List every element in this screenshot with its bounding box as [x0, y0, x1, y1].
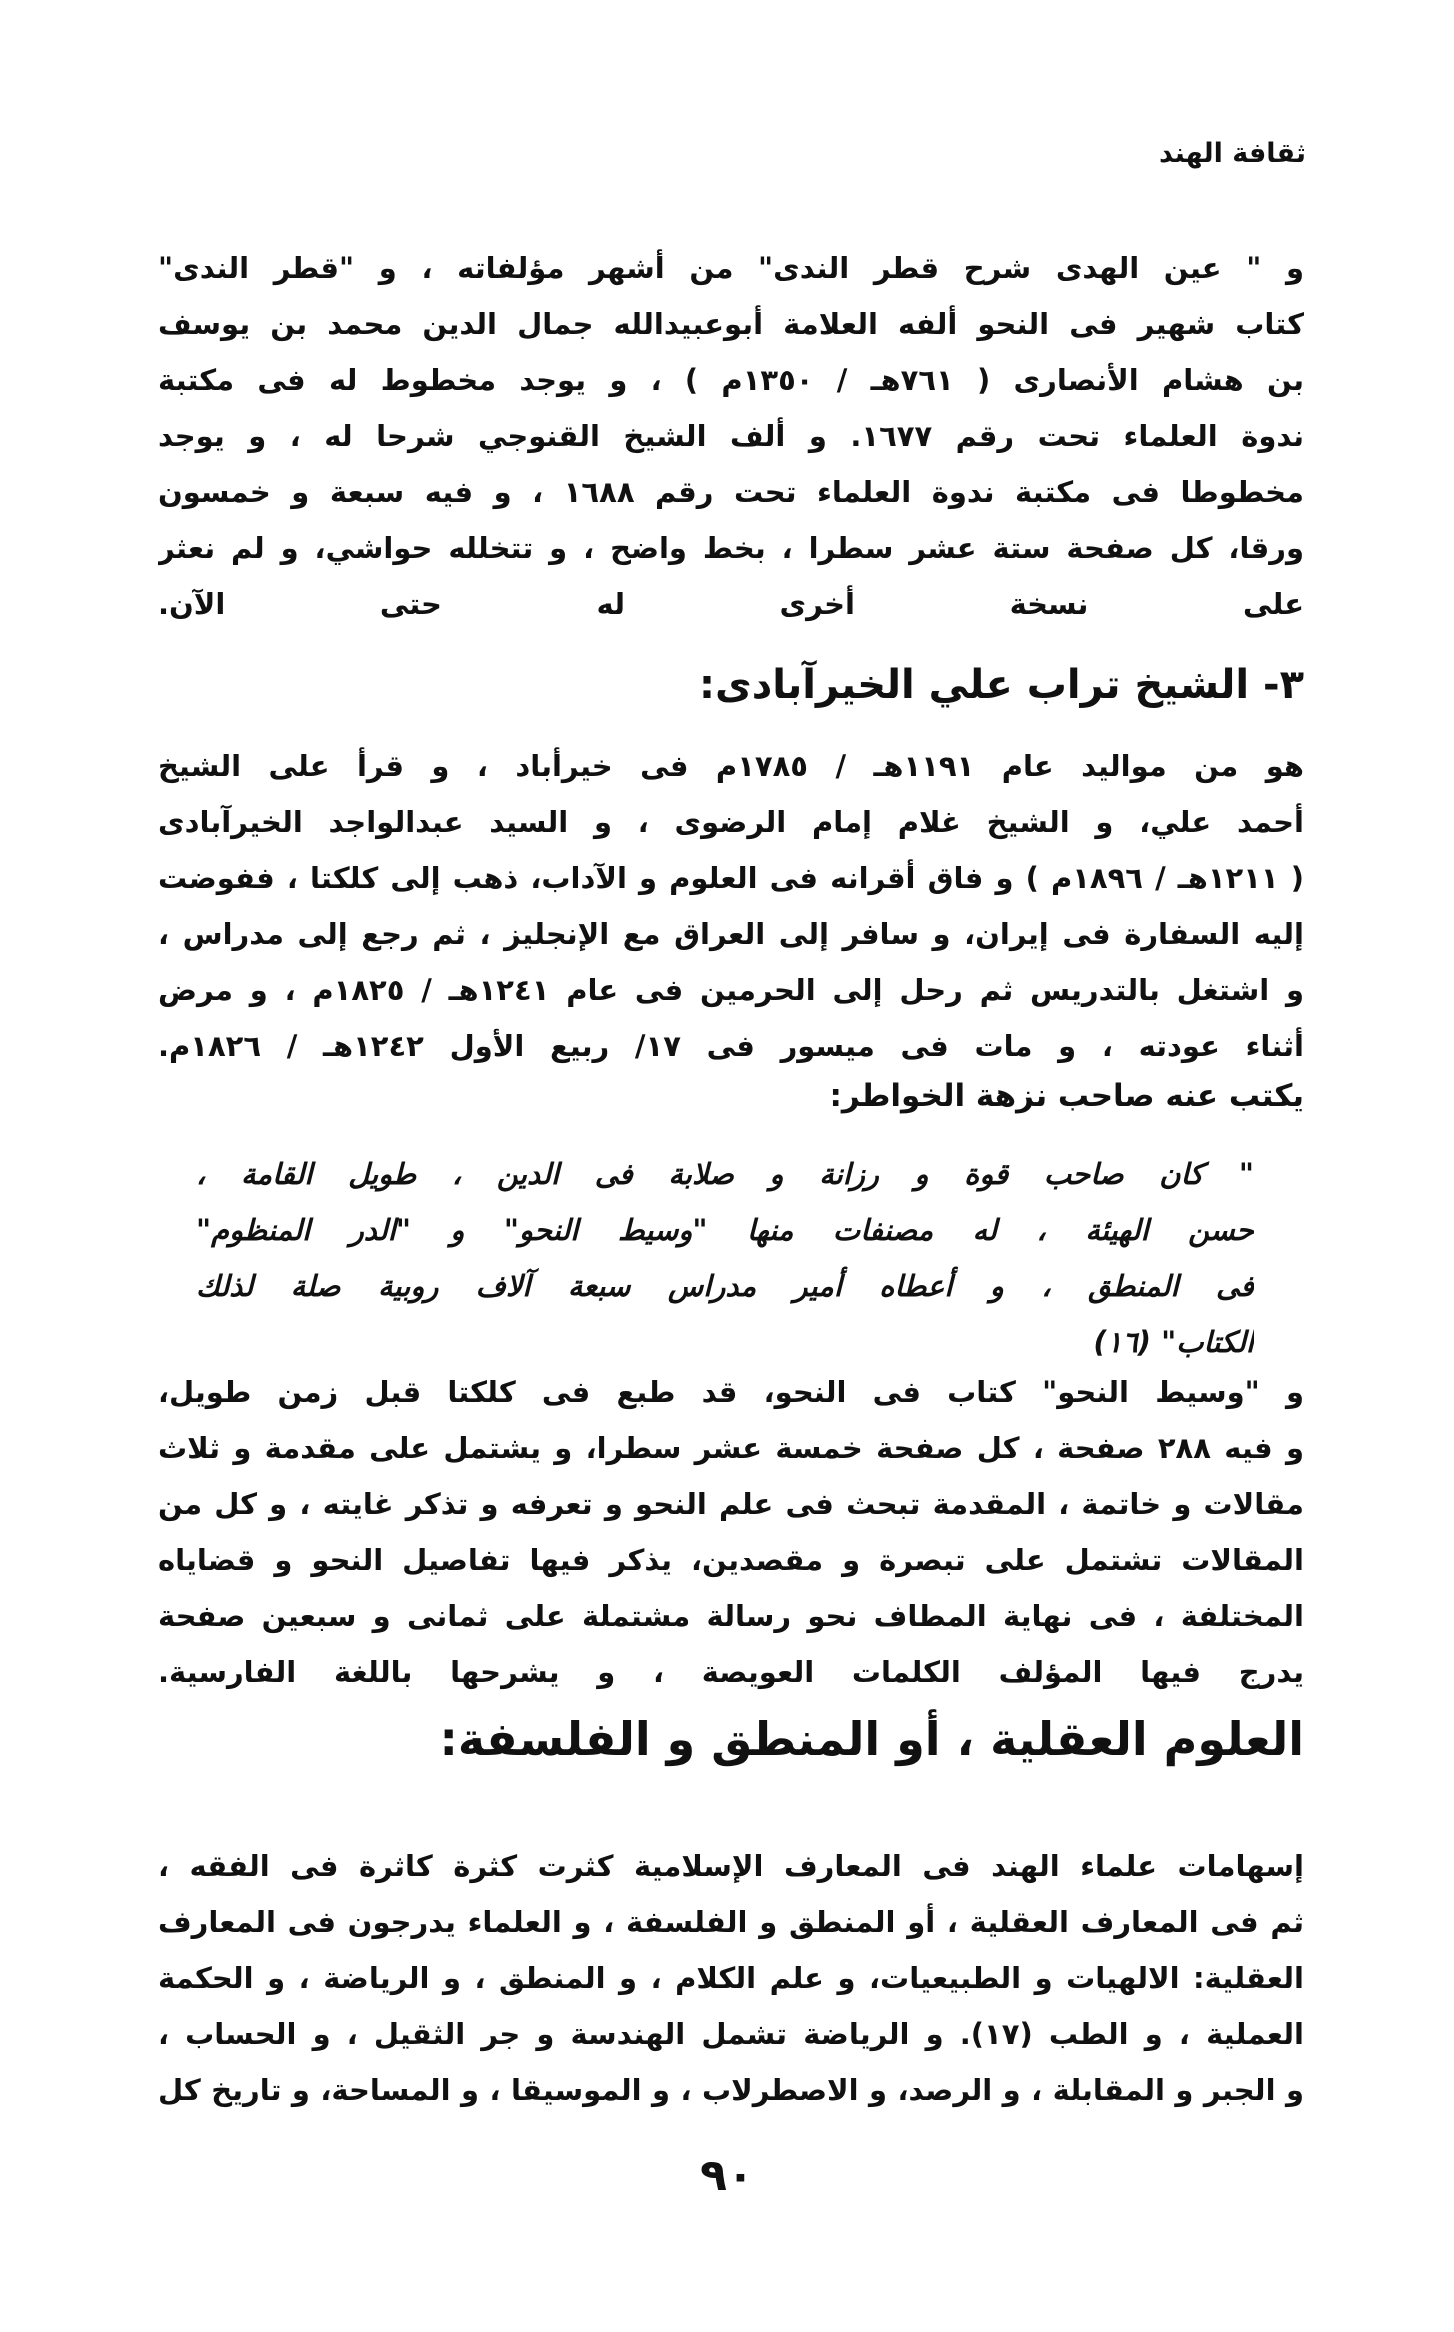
text-line: أثناء عودته ، و مات فى ميسور فى ١٧/ ربيع الأول ١٢٤٢هـ / ١٨٢٦م.: [158, 1029, 1304, 1063]
paragraph-4: [158, 1838, 1304, 2118]
text-line: يدرج فيها المؤلف الكلمات العويصة ، و يشرحها باللغة الفارسية.: [158, 1655, 1304, 1689]
quote-intro: يكتب عنه صاحب نزهة الخواطر:: [829, 1078, 1304, 1114]
text-line: هو من مواليد عام ١١٩١هـ / ١٧٨٥م فى خيرأباد ، و قرأ على الشيخ: [158, 749, 1304, 783]
quote-line: حسن الهيئة ، له مصنفات منها "وسيط النحو" و "الدر المنظوم": [196, 1213, 1254, 1247]
text-line: ( ١٢١١هـ / ١٨٩٦م ) و فاق أقرانه فى العلوم و الآداب، ذهب إلى كلكتا ، ففوضت: [158, 861, 1304, 895]
text-line: ندوة العلماء تحت رقم ١٦٧٧. و ألف الشيخ القنوجي شرحا له ، و يوجد: [158, 419, 1304, 453]
text-line: و " عين الهدى شرح قطر الندى" من أشهر مؤلفاته ، و "قطر الندى": [158, 251, 1304, 285]
paragraph-2: [158, 738, 1304, 1074]
text-line: مقالات و خاتمة ، المقدمة تبحث فى علم النحو و تعرفه و تذكر غايته ، و كل من: [158, 1487, 1304, 1521]
running-head: ثقافة الهند: [1159, 138, 1306, 169]
text-line: بن هشام الأنصارى ( ٧٦١هـ / ١٣٥٠م ) ، و يوجد مخطوط له فى مكتبة: [158, 363, 1304, 397]
text-line: العقلية: الالهيات و الطبيعيات، و علم الكلام ، و المنطق ، و الرياضة ، و الحكمة: [158, 1961, 1304, 1995]
text-line: و الجبر و المقابلة ، و الرصد، و الاصطرلاب ، و الموسيقا ، و المساحة، و تاريخ كل: [158, 2073, 1304, 2107]
text-line: مخطوطا فى مكتبة ندوة العلماء تحت رقم ١٦٨٨ ، و فيه سبعة و خمسون: [158, 475, 1304, 509]
section-heading: العلوم العقلية ، أو المنطق و الفلسفة:: [439, 1712, 1304, 1766]
paragraph-3: [158, 1364, 1304, 1700]
text-line: و "وسيط النحو" كتاب فى النحو، قد طبع فى كلكتا قبل زمن طويل،: [158, 1375, 1304, 1409]
block-quote: [196, 1146, 1254, 1370]
text-line: إسهامات علماء الهند فى المعارف الإسلامية كثرت كثرة كاثرة فى الفقه ،: [158, 1849, 1304, 1883]
section-heading: ٣- الشيخ تراب علي الخيرآبادى:: [699, 662, 1304, 708]
quote-line: " كان صاحب قوة و رزانة و صلابة فى الدين ، طويل القامة ،: [196, 1157, 1254, 1191]
text-line: المقالات تشتمل على تبصرة و مقصدين، يذكر فيها تفاصيل النحو و قضاياه: [158, 1543, 1304, 1577]
text-line: و اشتغل بالتدريس ثم رحل إلى الحرمين فى عام ١٢٤١هـ / ١٨٢٥م ، و مرض: [158, 973, 1304, 1007]
paragraph-1: [158, 240, 1304, 632]
text-line: على نسخة أخرى له حتى الآن.: [158, 587, 1304, 621]
text-line: ورقا، كل صفحة ستة عشر سطرا ، بخط واضح ، و تتخلله حواشي، و لم نعثر: [158, 531, 1304, 565]
text-line: كتاب شهير فى النحو ألفه العلامة أبوعبيدالله جمال الدين محمد بن يوسف: [158, 307, 1304, 341]
text-line: إليه السفارة فى إيران، و سافر إلى العراق مع الإنجليز ، ثم رجع إلى مدراس ،: [158, 917, 1304, 951]
quote-line: الكتاب" (١٦): [1093, 1325, 1254, 1359]
quote-line: فى المنطق ، و أعطاه أمير مدراس سبعة آلاف روبية صلة لذلك: [196, 1269, 1254, 1303]
page-number: ٩٠: [700, 2150, 754, 2201]
text-line: أحمد علي، و الشيخ غلام إمام الرضوى ، و السيد عبدالواجد الخيرآبادى: [158, 805, 1304, 839]
text-line: و فيه ٢٨٨ صفحة ، كل صفحة خمسة عشر سطرا، و يشتمل على مقدمة و ثلاث: [158, 1431, 1304, 1465]
text-line: المختلفة ، فى نهاية المطاف نحو رسالة مشتملة على ثمانى و سبعين صفحة: [158, 1599, 1304, 1633]
text-line: العملية ، و الطب (١٧). و الرياضة تشمل الهندسة و جر الثقيل ، و الحساب ،: [158, 2017, 1304, 2051]
text-line: ثم فى المعارف العقلية ، أو المنطق و الفلسفة ، و العلماء يدرجون فى المعارف: [158, 1905, 1304, 1939]
